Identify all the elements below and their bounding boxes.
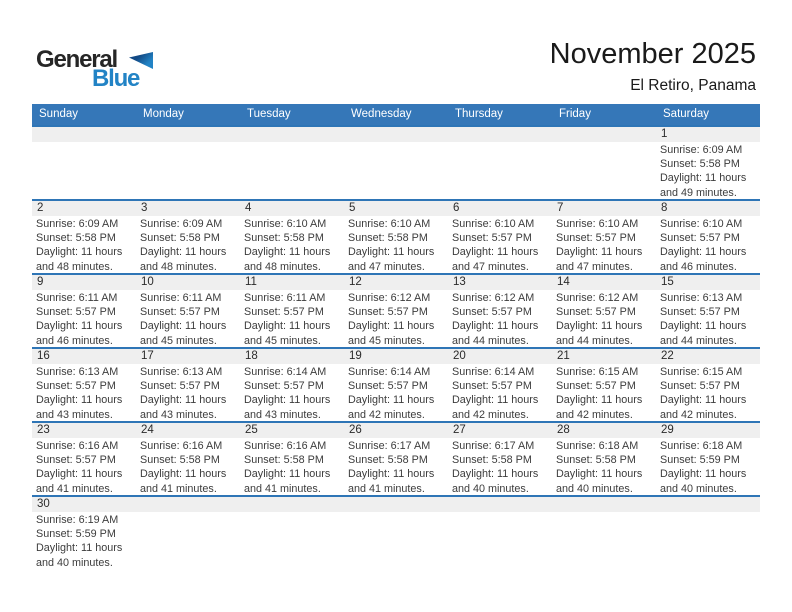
day-number-strip [32,127,760,142]
daylight-text-line2: and 45 minutes. [348,334,425,347]
day-cell [552,364,656,421]
day-cell [32,290,136,347]
sunset-text: Sunset: 5:57 PM [244,306,324,319]
daylight-text-line2: and 42 minutes. [452,408,529,421]
empty-day-cell [552,512,656,569]
sunset-text: Sunset: 5:59 PM [660,454,740,467]
logo-text-blue: Blue [92,65,140,92]
daylight-text-line1: Daylight: 11 hours [348,468,435,481]
daylight-text-line2: and 45 minutes. [244,334,321,347]
day-number: 2 [37,202,44,214]
week-row [32,125,760,199]
sunrise-text: Sunrise: 6:11 AM [140,292,222,304]
sunrise-text: Sunrise: 6:09 AM [660,144,743,156]
daylight-text-line1: Daylight: 11 hours [660,246,747,259]
day-details-row [32,142,760,199]
day-number: 22 [661,350,674,362]
daylight-text-line1: Daylight: 11 hours [36,468,123,481]
daylight-text-line1: Daylight: 11 hours [36,394,123,407]
day-cell [656,438,760,495]
daylight-text-line2: and 40 minutes. [660,482,737,495]
day-number: 20 [453,350,466,362]
daylight-text-line2: and 42 minutes. [556,408,633,421]
sunset-text: Sunset: 5:58 PM [556,454,636,467]
daylight-text-line2: and 47 minutes. [348,260,425,273]
sunset-text: Sunset: 5:57 PM [244,380,324,393]
sunrise-text: Sunrise: 6:10 AM [348,218,431,230]
sunrise-text: Sunrise: 6:15 AM [660,366,743,378]
sunrise-text: Sunrise: 6:17 AM [452,440,535,452]
sunrise-text: Sunrise: 6:16 AM [244,440,327,452]
calendar-weeks [32,125,760,569]
sunrise-text: Sunrise: 6:12 AM [452,292,535,304]
empty-day-cell [344,142,448,199]
week-row [32,273,760,347]
sunrise-text: Sunrise: 6:12 AM [556,292,639,304]
sunset-text: Sunset: 5:57 PM [452,306,532,319]
sunrise-text: Sunrise: 6:14 AM [452,366,535,378]
sunset-text: Sunset: 5:57 PM [140,306,220,319]
day-number: 27 [453,424,466,436]
sunset-text: Sunset: 5:57 PM [36,454,116,467]
empty-day-cell [448,512,552,569]
sunrise-text: Sunrise: 6:14 AM [348,366,431,378]
daylight-text-line2: and 48 minutes. [244,260,321,273]
daylight-text-line1: Daylight: 11 hours [556,246,643,259]
day-cell [448,290,552,347]
sunrise-text: Sunrise: 6:11 AM [36,292,118,304]
daylight-text-line2: and 41 minutes. [244,482,321,495]
day-number: 26 [349,424,362,436]
day-cell [448,364,552,421]
day-number [656,497,760,512]
sunrise-text: Sunrise: 6:12 AM [348,292,431,304]
sunset-text: Sunset: 5:59 PM [36,528,116,541]
weekday-label-saturday: Saturday [663,108,710,120]
day-number [552,127,656,142]
day-cell [552,290,656,347]
sunrise-text: Sunrise: 6:13 AM [660,292,743,304]
daylight-text-line2: and 40 minutes. [452,482,529,495]
day-number: 25 [245,424,258,436]
daylight-text-line1: Daylight: 11 hours [244,468,331,481]
day-number: 18 [245,350,258,362]
day-number: 13 [453,276,466,288]
sunset-text: Sunset: 5:57 PM [556,306,636,319]
day-cell [32,364,136,421]
day-cell [656,142,760,199]
day-cell [344,364,448,421]
daylight-text-line1: Daylight: 11 hours [140,320,227,333]
day-number: 29 [661,424,674,436]
sunset-text: Sunset: 5:58 PM [36,232,116,245]
day-cell [656,290,760,347]
daylight-text-line2: and 42 minutes. [660,408,737,421]
empty-day-cell [240,142,344,199]
daylight-text-line2: and 42 minutes. [348,408,425,421]
day-cell [32,512,136,569]
sunset-text: Sunset: 5:57 PM [36,306,116,319]
sunrise-text: Sunrise: 6:10 AM [452,218,535,230]
day-number: 1 [661,128,668,140]
day-number [136,127,240,142]
empty-day-cell [136,142,240,199]
sunrise-text: Sunrise: 6:16 AM [140,440,223,452]
sunrise-text: Sunrise: 6:16 AM [36,440,119,452]
day-cell [240,216,344,273]
sunrise-text: Sunrise: 6:09 AM [36,218,119,230]
sunset-text: Sunset: 5:57 PM [140,380,220,393]
day-cell [32,438,136,495]
empty-day-cell [344,512,448,569]
calendar-grid [32,104,760,569]
sunrise-text: Sunrise: 6:10 AM [660,218,743,230]
day-number: 5 [349,202,356,214]
sunset-text: Sunset: 5:58 PM [140,454,220,467]
daylight-text-line1: Daylight: 11 hours [36,542,123,555]
day-details-row [32,364,760,421]
sunrise-text: Sunrise: 6:17 AM [348,440,431,452]
weekday-label-wednesday: Wednesday [351,108,412,120]
daylight-text-line2: and 44 minutes. [556,334,633,347]
daylight-text-line2: and 46 minutes. [660,260,737,273]
weekday-label-thursday: Thursday [455,108,503,120]
day-cell [656,216,760,273]
day-number: 16 [37,350,50,362]
daylight-text-line1: Daylight: 11 hours [452,320,539,333]
day-number-strip [32,423,760,438]
day-number: 19 [349,350,362,362]
day-number: 24 [141,424,154,436]
location-subtitle: El Retiro, Panama [630,77,756,94]
logo-text-general: General [36,46,117,73]
empty-day-cell [32,142,136,199]
sunset-text: Sunset: 5:57 PM [452,380,532,393]
day-cell [656,364,760,421]
sunset-text: Sunset: 5:57 PM [660,232,740,245]
sunrise-text: Sunrise: 6:10 AM [244,218,327,230]
sunset-text: Sunset: 5:57 PM [556,380,636,393]
day-number [240,497,344,512]
day-details-row [32,438,760,495]
day-number [448,127,552,142]
day-cell [32,216,136,273]
weekday-header-row [32,104,760,125]
day-number: 12 [349,276,362,288]
week-row [32,199,760,273]
day-cell [448,216,552,273]
daylight-text-line2: and 44 minutes. [452,334,529,347]
sunset-text: Sunset: 5:58 PM [140,232,220,245]
sunset-text: Sunset: 5:57 PM [348,306,428,319]
day-number-strip [32,275,760,290]
daylight-text-line1: Daylight: 11 hours [244,394,331,407]
sunrise-text: Sunrise: 6:15 AM [556,366,639,378]
sunset-text: Sunset: 5:57 PM [348,380,428,393]
empty-day-cell [552,142,656,199]
day-cell [344,438,448,495]
day-number: 15 [661,276,674,288]
day-number: 7 [557,202,564,214]
day-number [552,497,656,512]
daylight-text-line2: and 41 minutes. [140,482,217,495]
sunrise-text: Sunrise: 6:19 AM [36,514,119,526]
daylight-text-line2: and 48 minutes. [140,260,217,273]
daylight-text-line2: and 43 minutes. [36,408,113,421]
day-number-strip [32,349,760,364]
daylight-text-line1: Daylight: 11 hours [244,246,331,259]
day-cell [448,438,552,495]
daylight-text-line1: Daylight: 11 hours [660,468,747,481]
weekday-label-friday: Friday [559,108,591,120]
day-cell [344,290,448,347]
daylight-text-line1: Daylight: 11 hours [660,394,747,407]
day-number: 30 [37,498,50,510]
daylight-text-line2: and 49 minutes. [660,186,737,199]
daylight-text-line1: Daylight: 11 hours [140,468,227,481]
day-cell [136,290,240,347]
daylight-text-line2: and 44 minutes. [660,334,737,347]
day-number [448,497,552,512]
sunrise-text: Sunrise: 6:09 AM [140,218,223,230]
daylight-text-line1: Daylight: 11 hours [452,394,539,407]
daylight-text-line1: Daylight: 11 hours [348,320,435,333]
sunrise-text: Sunrise: 6:10 AM [556,218,639,230]
day-number: 4 [245,202,252,214]
month-title: November 2025 [549,38,756,70]
day-number: 11 [245,276,257,288]
day-number [32,127,136,142]
week-row [32,421,760,495]
day-number: 23 [37,424,50,436]
daylight-text-line1: Daylight: 11 hours [244,320,331,333]
daylight-text-line2: and 41 minutes. [36,482,113,495]
weekday-label-tuesday: Tuesday [247,108,291,120]
day-number: 10 [141,276,154,288]
day-cell [240,364,344,421]
daylight-text-line1: Daylight: 11 hours [348,394,435,407]
day-details-row [32,512,760,569]
daylight-text-line2: and 48 minutes. [36,260,113,273]
weekday-label-monday: Monday [143,108,184,120]
sunset-text: Sunset: 5:57 PM [556,232,636,245]
day-number-strip [32,201,760,216]
sunrise-text: Sunrise: 6:18 AM [556,440,639,452]
daylight-text-line2: and 47 minutes. [556,260,633,273]
daylight-text-line1: Daylight: 11 hours [36,320,123,333]
daylight-text-line1: Daylight: 11 hours [452,468,539,481]
day-cell [136,438,240,495]
daylight-text-line1: Daylight: 11 hours [660,320,747,333]
day-cell [136,216,240,273]
sunrise-text: Sunrise: 6:13 AM [36,366,119,378]
sunrise-text: Sunrise: 6:18 AM [660,440,743,452]
sunrise-text: Sunrise: 6:13 AM [140,366,223,378]
day-number: 28 [557,424,570,436]
day-number: 8 [661,202,668,214]
daylight-text-line2: and 40 minutes. [36,556,113,569]
day-cell [240,290,344,347]
day-details-row [32,290,760,347]
general-blue-logo [36,46,166,92]
day-cell [136,364,240,421]
empty-day-cell [136,512,240,569]
sunrise-text: Sunrise: 6:14 AM [244,366,327,378]
daylight-text-line1: Daylight: 11 hours [348,246,435,259]
day-number: 6 [453,202,460,214]
daylight-text-line2: and 43 minutes. [244,408,321,421]
day-number: 21 [557,350,570,362]
day-number: 3 [141,202,148,214]
day-cell [552,216,656,273]
daylight-text-line2: and 45 minutes. [140,334,217,347]
sunset-text: Sunset: 5:57 PM [452,232,532,245]
daylight-text-line1: Daylight: 11 hours [660,172,747,185]
day-number [136,497,240,512]
daylight-text-line1: Daylight: 11 hours [140,246,227,259]
day-cell [344,216,448,273]
day-cell [240,438,344,495]
daylight-text-line1: Daylight: 11 hours [556,320,643,333]
sunset-text: Sunset: 5:58 PM [244,454,324,467]
day-number-strip [32,497,760,512]
week-row [32,347,760,421]
sunset-text: Sunset: 5:57 PM [660,380,740,393]
daylight-text-line2: and 46 minutes. [36,334,113,347]
day-details-row [32,216,760,273]
day-number: 9 [37,276,44,288]
weekday-label-sunday: Sunday [39,108,79,120]
empty-day-cell [448,142,552,199]
sunset-text: Sunset: 5:58 PM [244,232,324,245]
day-number [240,127,344,142]
daylight-text-line2: and 47 minutes. [452,260,529,273]
week-row [32,495,760,569]
sunset-text: Sunset: 5:58 PM [452,454,532,467]
daylight-text-line1: Daylight: 11 hours [452,246,539,259]
daylight-text-line2: and 41 minutes. [348,482,425,495]
daylight-text-line2: and 43 minutes. [140,408,217,421]
daylight-text-line2: and 40 minutes. [556,482,633,495]
day-cell [552,438,656,495]
sunset-text: Sunset: 5:57 PM [36,380,116,393]
daylight-text-line1: Daylight: 11 hours [556,394,643,407]
sunset-text: Sunset: 5:58 PM [660,158,740,171]
day-number: 17 [141,350,154,362]
daylight-text-line1: Daylight: 11 hours [140,394,227,407]
day-number [344,497,448,512]
empty-day-cell [656,512,760,569]
sunrise-text: Sunrise: 6:11 AM [244,292,326,304]
daylight-text-line1: Daylight: 11 hours [36,246,123,259]
sunset-text: Sunset: 5:58 PM [348,454,428,467]
sunset-text: Sunset: 5:58 PM [348,232,428,245]
day-number [344,127,448,142]
sunset-text: Sunset: 5:57 PM [660,306,740,319]
empty-day-cell [240,512,344,569]
day-number: 14 [557,276,570,288]
daylight-text-line1: Daylight: 11 hours [556,468,643,481]
